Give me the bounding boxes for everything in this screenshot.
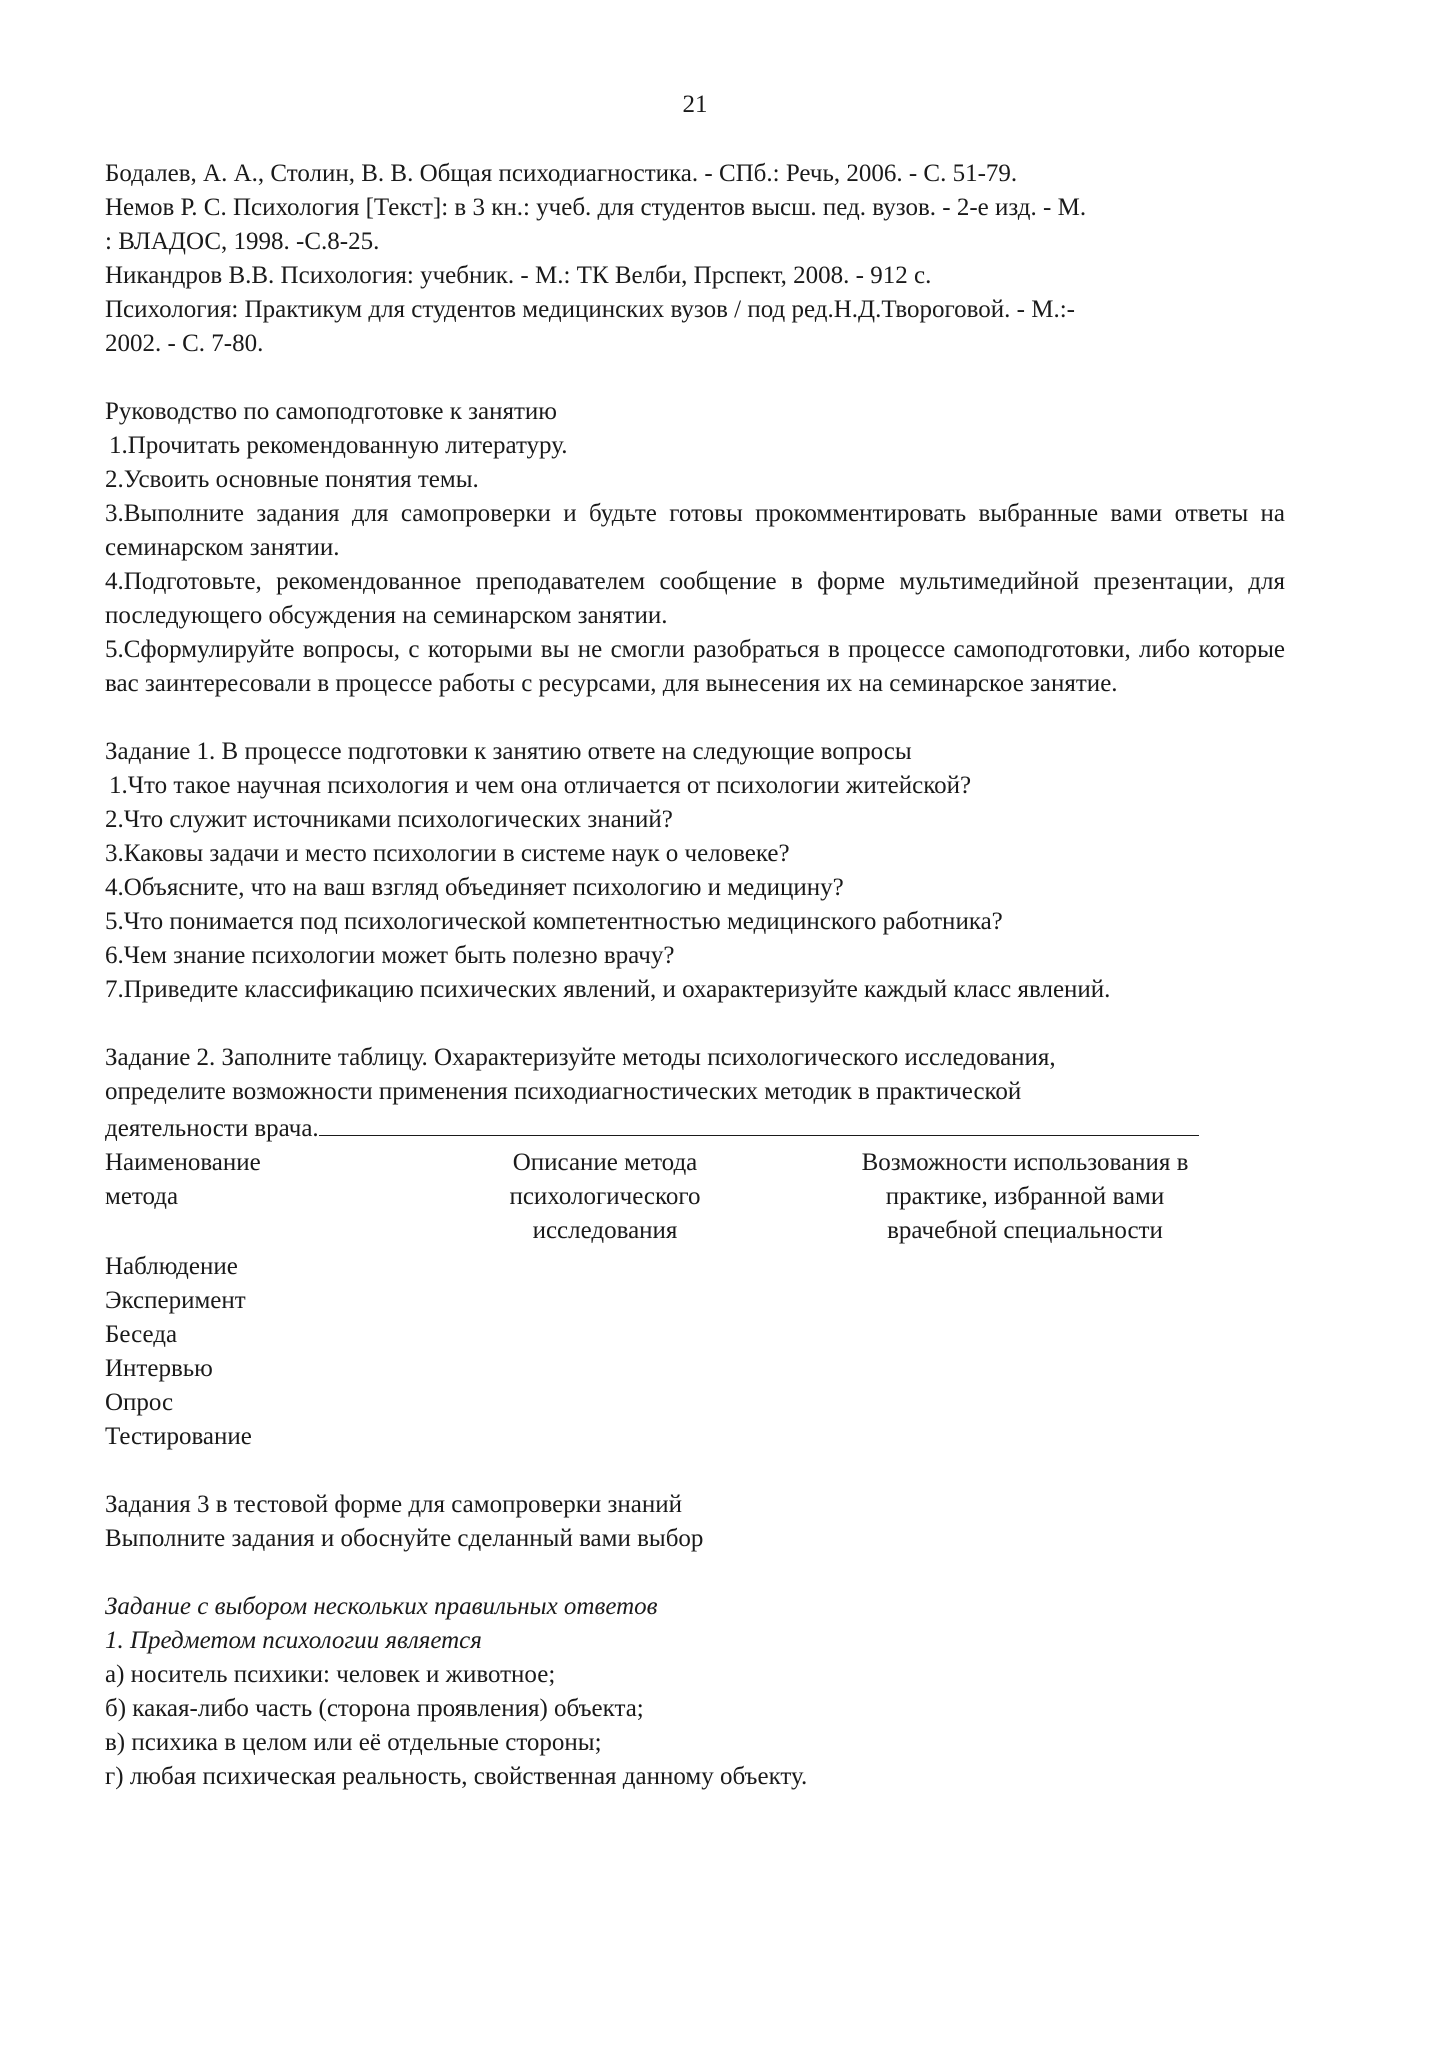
task1-title: Задание 1. В процессе подготовки к занятию ответе на следующие вопросы: [105, 738, 912, 765]
quiz-option: а) носитель психики: человек и животное;: [105, 1661, 556, 1688]
column-header-method-name: [105, 1146, 355, 1214]
header-line: Возможности использования в: [861, 1149, 1189, 1176]
guide-item: 3.Выполните задания для самопроверки и будьте готовы прокомментировать выбранные вами ответы на семинарском занятии.: [105, 500, 1285, 561]
header-line: Описание метода: [512, 1149, 698, 1176]
guide-title: Руководство по самоподготовке к занятию: [105, 398, 557, 425]
quiz-section: [105, 1590, 1285, 1794]
quiz-question: 1. Предметом психологии является: [105, 1627, 482, 1654]
page-number: 21: [682, 91, 708, 118]
guide-item: 1.Прочитать рекомендованную литературу.: [109, 432, 568, 459]
methods-list: [105, 1250, 1285, 1454]
quiz-option: в) психика в целом или её отдельные стороны;: [105, 1729, 602, 1756]
task1-question: 3.Каковы задачи и место психологии в системе наук о человеке?: [105, 840, 790, 867]
task2-text-line: Задание 2. Заполните таблицу. Охарактеризуйте методы психологического исследования,: [105, 1044, 1056, 1071]
task1-section: [105, 735, 1285, 1007]
method-row: Беседа: [105, 1321, 178, 1348]
quiz-option: г) любая психическая реальность, свойственная данному объекту.: [105, 1763, 808, 1790]
task1-question: 1.Что такое научная психология и чем она отличается от психологии житейской?: [109, 772, 972, 799]
header-line: врачебной специальности: [887, 1217, 1163, 1244]
guide-item: 4.Подготовьте, рекомендованное преподавателем сообщение в форме мультимедийной презентации, для последующего обсуждения на семинарском занятии.: [105, 568, 1285, 629]
task2-section: [105, 1041, 1285, 1454]
task3-title: Задания 3 в тестовой форме для самопроверки знаний: [105, 1491, 682, 1518]
page-content: [105, 157, 1285, 1794]
guide-item: 2.Усвоить основные понятия темы.: [105, 466, 479, 493]
method-row: Наблюдение: [105, 1253, 238, 1280]
reference-item: : ВЛАДОС, 1998. -С.8-25.: [105, 228, 380, 255]
method-row: Эксперимент: [105, 1287, 246, 1314]
method-row: Тестирование: [105, 1423, 252, 1450]
reference-item: 2002. - С. 7-80.: [105, 330, 264, 357]
references-list: [105, 157, 1285, 361]
task3-section: [105, 1488, 1285, 1556]
quiz-heading: Задание с выбором нескольких правильных ответов: [105, 1593, 658, 1620]
task1-question: 2.Что служит источниками психологических знаний?: [105, 806, 673, 833]
task2-text-line: определите возможности применения психодиагностических методик в практической: [105, 1078, 1022, 1105]
header-line: Наименование: [105, 1149, 261, 1176]
task3-instruction: Выполните задания и обоснуйте сделанный вами выбор: [105, 1525, 704, 1552]
method-row: Интервью: [105, 1355, 213, 1382]
task1-question: 4.Объясните, что на ваш взгляд объединяет психологию и медицину?: [105, 874, 844, 901]
task2-text-line: деятельности врача.: [105, 1115, 319, 1142]
header-line: практике, избранной вами: [885, 1183, 1165, 1210]
reference-item: Бодалев, А. А., Столин, В. В. Общая психодиагностика. - СПб.: Речь, 2006. - С. 51-79.: [105, 160, 1018, 187]
fill-in-underline: [319, 1109, 1199, 1136]
header-line: исследования: [532, 1217, 678, 1244]
column-header-method-description: [440, 1146, 770, 1248]
task2-text-line-3: [105, 1109, 1285, 1146]
reference-item: Никандров В.В. Психология: учебник. - М.: ТК Велби, Прспект, 2008. - 912 с.: [105, 262, 932, 289]
task1-question: 5.Что понимается под психологической компетентностью медицинского работника?: [105, 908, 1003, 935]
header-line: психологического: [509, 1183, 701, 1210]
column-header-usage-possibilities: [820, 1146, 1230, 1248]
guide-section: [105, 395, 1285, 701]
task1-question: 6.Чем знание психологии может быть полезно врачу?: [105, 942, 675, 969]
reference-item: Психология: Практикум для студентов медицинских вузов / под ред.Н.Д.Твороговой. - М.:-: [105, 296, 1075, 323]
task1-question: 7.Приведите классификацию психических явлений, и охарактеризуйте каждый класс явлений.: [105, 976, 1111, 1003]
method-row: Опрос: [105, 1389, 174, 1416]
quiz-option: б) какая-либо часть (сторона проявления) объекта;: [105, 1695, 644, 1722]
guide-item: 5.Сформулируйте вопросы, с которыми вы не смогли разобраться в процессе самоподготовки, либо которые вас заинтересовали в процессе работы с ресурсами, для вынесения их на семинарское занятие.: [105, 636, 1285, 697]
table-header: [105, 1146, 1285, 1250]
reference-item: Немов Р. С. Психология [Текст]: в 3 кн.: учеб. для студентов высш. пед. вузов. - 2-е изд. - М.: [105, 194, 1087, 221]
header-line: метода: [105, 1183, 179, 1210]
